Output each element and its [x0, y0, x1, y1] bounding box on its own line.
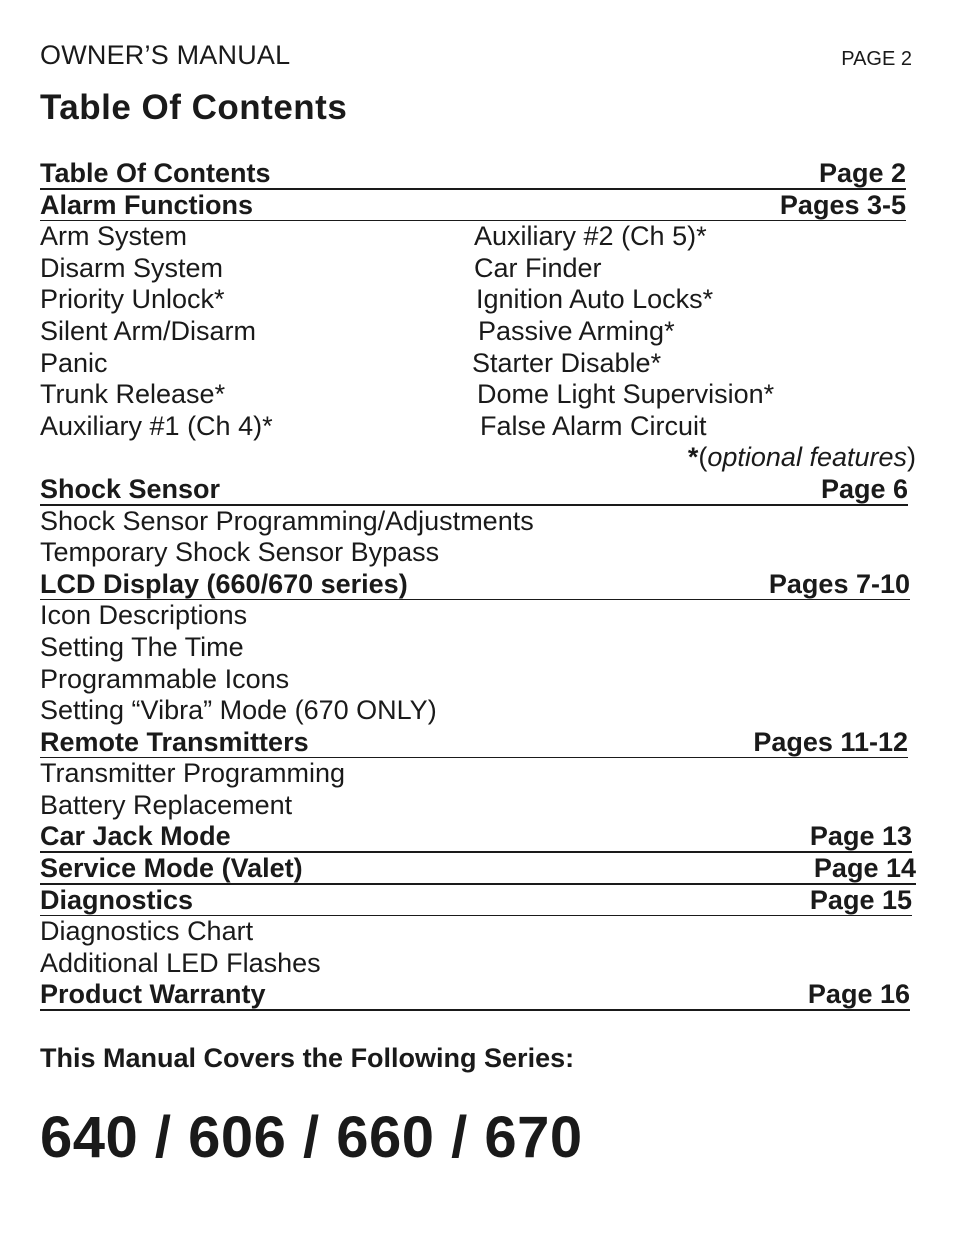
toc-section-product-warranty	[40, 979, 916, 1011]
toc-item: Disarm System	[40, 252, 224, 283]
optional-features-note	[40, 442, 916, 474]
toc-item: Setting The Time	[40, 631, 244, 662]
toc-item: Priority Unlock*	[40, 284, 225, 315]
toc-item: Icon Descriptions	[40, 600, 248, 631]
section-pages: Page 2	[818, 158, 906, 188]
toc-item: Auxiliary #2 (Ch 5)*	[474, 221, 707, 252]
list-item	[40, 253, 916, 285]
section-title: LCD Display (660/670 series)	[40, 568, 408, 599]
list-item	[40, 758, 916, 790]
covers-label: This Manual Covers the Following Series:	[40, 1043, 575, 1073]
section-title: Car Jack Mode	[40, 821, 231, 852]
toc-item: Ignition Auto Locks*	[476, 284, 714, 315]
section-pages: Page 13	[809, 821, 912, 852]
series-numbers: 640 / 606 / 660 / 670	[40, 1105, 583, 1170]
toc-item: Silent Arm/Disarm	[40, 315, 257, 346]
toc-item: Additional LED Flashes	[40, 947, 321, 978]
toc-item: Battery Replacement	[40, 789, 293, 820]
section-title: Shock Sensor	[40, 473, 221, 504]
section-title: Alarm Functions	[40, 189, 254, 220]
toc-item: Trunk Release*	[40, 379, 226, 410]
note-open-paren: (	[698, 442, 708, 473]
section-title: Service Mode (Valet)	[40, 853, 303, 884]
list-item	[40, 537, 916, 569]
toc-section-diagnostics	[40, 885, 916, 917]
list-item	[40, 632, 916, 664]
toc-section-car-jack-mode	[40, 821, 916, 853]
toc-section-table-of-contents	[40, 158, 916, 190]
list-item	[40, 284, 916, 316]
toc-item: Car Finder	[474, 252, 602, 283]
toc-item: False Alarm Circuit	[480, 410, 707, 441]
section-pages: Page 6	[820, 473, 908, 504]
toc-item: Starter Disable*	[472, 347, 662, 378]
section-pages: Pages 3-5	[779, 189, 906, 220]
toc-section-alarm-functions	[40, 190, 916, 222]
list-item	[40, 506, 916, 538]
section-pages: Page 15	[809, 884, 912, 915]
list-item	[40, 664, 916, 696]
list-item	[40, 695, 916, 727]
toc-section-remote-transmitters	[40, 727, 916, 759]
section-pages: Page 16	[807, 979, 910, 1010]
section-pages: Page 14	[813, 853, 916, 884]
toc-item: Auxiliary #1 (Ch 4)*	[40, 410, 273, 441]
toc-item: Transmitter Programming	[40, 758, 346, 789]
list-item	[40, 411, 916, 443]
note-text: optional features	[707, 442, 907, 473]
section-title: Remote Transmitters	[40, 726, 309, 757]
list-item	[40, 916, 916, 948]
table-of-contents	[40, 158, 916, 1011]
section-title: Table Of Contents	[40, 158, 271, 188]
list-item	[40, 600, 916, 632]
page-title: Table Of Contents	[40, 88, 348, 127]
toc-item: Diagnostics Chart	[40, 916, 254, 947]
toc-section-shock-sensor	[40, 474, 916, 506]
section-title: Diagnostics	[40, 884, 194, 915]
note-close-paren: )	[907, 442, 916, 473]
list-item	[40, 316, 916, 348]
toc-section-service-mode	[40, 853, 916, 885]
toc-section-lcd-display	[40, 569, 916, 601]
toc-item: Arm System	[40, 221, 188, 252]
toc-item: Temporary Shock Sensor Bypass	[40, 537, 440, 568]
note-star: *	[687, 442, 699, 473]
toc-item: Dome Light Supervision*	[477, 379, 775, 410]
list-item	[40, 348, 916, 380]
list-item	[40, 948, 916, 980]
list-item	[40, 790, 916, 822]
list-item	[40, 221, 916, 253]
section-pages: Pages 11-12	[753, 726, 908, 757]
toc-item: Panic	[40, 347, 108, 378]
page-number-label: PAGE 2	[841, 48, 912, 70]
manual-header-label: OWNER’S MANUAL	[40, 40, 291, 70]
list-item	[40, 379, 916, 411]
toc-item: Setting “Vibra” Mode (670 ONLY)	[40, 695, 437, 726]
section-title: Product Warranty	[40, 979, 266, 1010]
toc-item: Programmable Icons	[40, 663, 290, 694]
toc-item: Shock Sensor Programming/Adjustments	[40, 505, 534, 536]
toc-item: Passive Arming*	[478, 315, 675, 346]
section-pages: Pages 7-10	[768, 568, 910, 599]
